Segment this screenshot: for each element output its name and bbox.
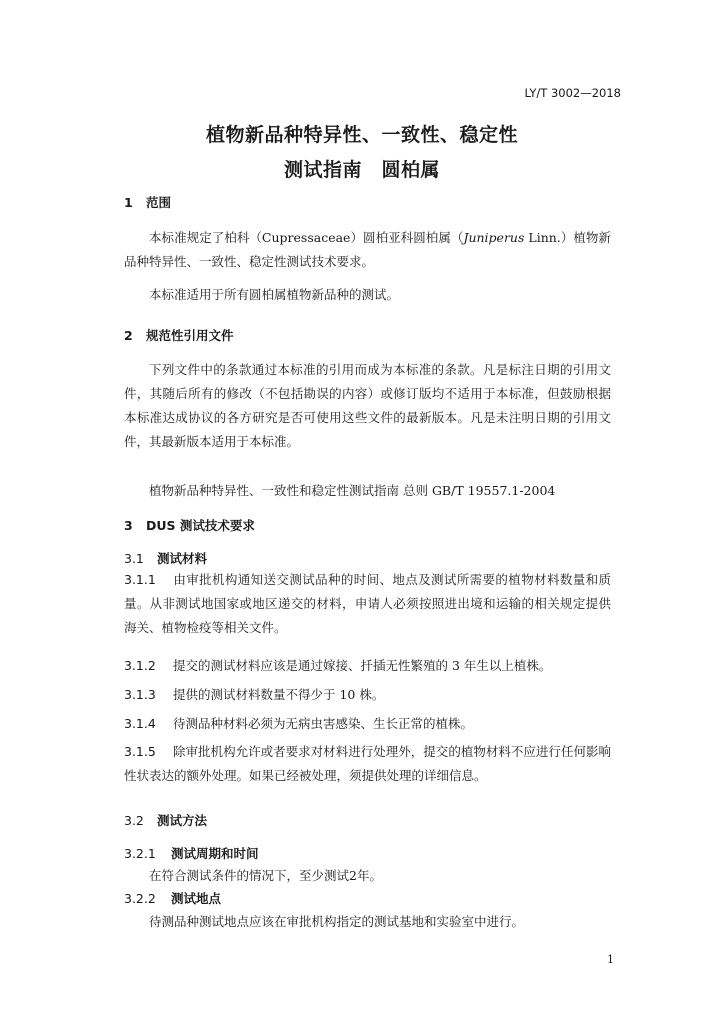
section-title: 规范性引用文件 xyxy=(146,328,234,343)
clause-3-1-5 xyxy=(124,740,611,788)
clause-number: 3.1.4 xyxy=(124,716,156,731)
clause-number: 3.1.2 xyxy=(124,658,156,673)
section-number: 3 xyxy=(124,518,133,533)
subsection-title: 测试周期和时间 xyxy=(171,846,259,861)
section-2-heading xyxy=(124,326,234,344)
subsection-number: 3.1 xyxy=(124,551,144,566)
subsection-title: 测试方法 xyxy=(157,813,208,828)
clause-number: 3.1.1 xyxy=(124,572,156,587)
clause-3-1-3 xyxy=(124,683,611,707)
clause-text: 提供的测试材料数量不得少于 10 株。 xyxy=(173,687,385,702)
clause-text: 除审批机构允许或者要求对材料进行处理外，提交的植物材料不应进行任何影响性状表达的额外处理。如果已经被处理，须提供处理的详细信息。 xyxy=(124,744,611,783)
section-1-paragraph-1: 本标准规定了柏科（Cupressaceae）圆柏亚科圆柏属（Juniperus Linn.）植物新品种特异性、一致性、稳定性测试技术要求。 xyxy=(124,230,611,269)
document-code: LY/T 3002—2018 xyxy=(524,86,621,100)
genus-name: Juniperus xyxy=(463,230,525,245)
clause-3-1-4 xyxy=(124,712,611,736)
section-1-heading xyxy=(124,193,171,211)
clause-3-1-2 xyxy=(124,654,611,678)
section-2-paragraph-1: 下列文件中的条款通过本标准的引用而成为本标准的条款。凡是标注日期的引用文件，其随后所有的修改（不包括勘误的内容）或修订版均不适用于本标准，但鼓励根据本标准达成协议的各方研究是否可使用这些文件的最新版本。凡是未注明日期的引用文件，其最新版本适用于本标准。 xyxy=(124,362,611,449)
section-title: 范围 xyxy=(146,195,172,210)
clause-number: 3.1.3 xyxy=(124,687,156,702)
subsection-3-2-heading xyxy=(124,811,207,829)
page-number: 1 xyxy=(607,953,614,966)
subsection-number: 3.2 xyxy=(124,813,144,828)
section-number: 2 xyxy=(124,328,133,343)
clause-text: 提交的测试材料应该是通过嫁接、扦插无性繁殖的 3 年生以上植株。 xyxy=(173,658,552,673)
section-3-heading xyxy=(124,516,255,534)
subsection-number: 3.2.2 xyxy=(124,891,156,906)
clause-text: 由审批机构通知送交测试品种的时间、地点及测试所需要的植物材料数量和质量。从非测试地国家或地区递交的材料，申请人必须按照进出境和运输的相关规定提供海关、植物检疫等相关文件。 xyxy=(124,572,611,635)
normative-reference: 植物新品种特异性、一致性和稳定性测试指南 总则 GB/T 19557.1-2004 xyxy=(149,483,556,498)
section-number: 1 xyxy=(124,195,133,210)
subsection-3-2-2-heading xyxy=(124,889,221,907)
subsection-number: 3.2.1 xyxy=(124,846,156,861)
subsection-3-2-1-text: 在符合测试条件的情况下，至少测试2年。 xyxy=(149,868,382,883)
subsection-3-1-heading xyxy=(124,549,207,567)
clause-3-1-1 xyxy=(124,568,611,640)
document-title-line-1: 植物新品种特异性、一致性、稳定性 xyxy=(205,124,518,146)
subsection-3-2-1-heading xyxy=(124,844,259,862)
clause-text: 待测品种材料必须为无病虫害感染、生长正常的植株。 xyxy=(173,716,474,731)
subsection-title: 测试地点 xyxy=(171,891,222,906)
subsection-3-2-2-text: 待测品种测试地点应该在审批机构指定的测试基地和实验室中进行。 xyxy=(149,914,525,929)
subsection-title: 测试材料 xyxy=(157,551,208,566)
section-1-paragraph-2: 本标准适用于所有圆柏属植物新品种的测试。 xyxy=(149,287,400,302)
section-title: DUS 测试技术要求 xyxy=(146,518,255,533)
document-title-line-2: 测试指南 圆柏属 xyxy=(283,159,440,181)
clause-number: 3.1.5 xyxy=(124,744,156,759)
